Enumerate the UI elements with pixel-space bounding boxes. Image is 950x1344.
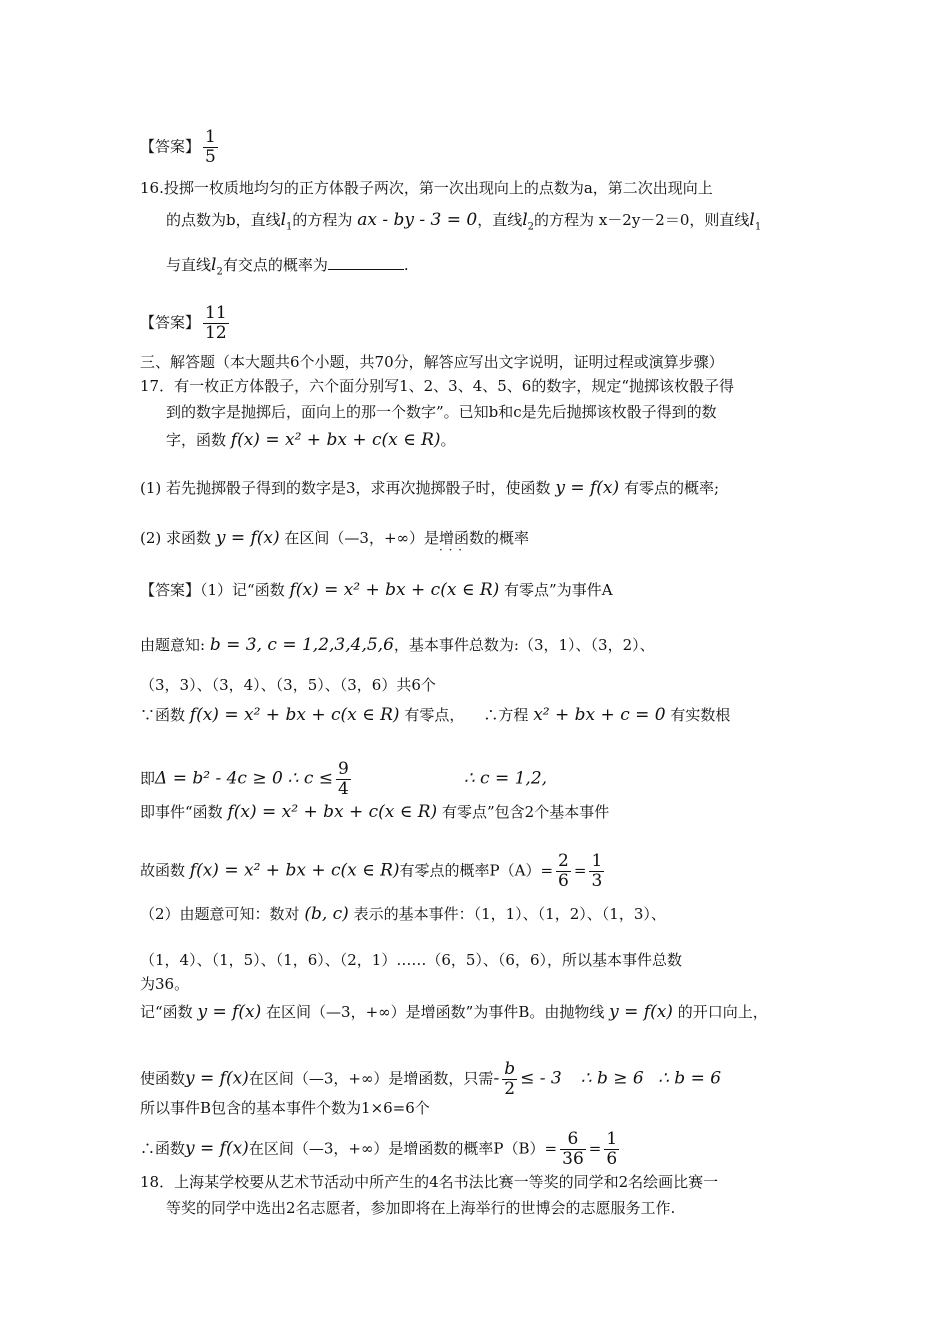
sol-line11: 记“函数 y = f(x) 在区间（—3，+∞）是增函数”为事件B。由抛物线 y = f(x) 的开口向上， xyxy=(140,1002,768,1022)
q18-line1: 18．上海某学校要从艺术节活动中所产生的4名书法比赛一等奖的同学和2名绘画比赛一 xyxy=(140,1173,719,1191)
fraction: $\frac{6}{36}$ xyxy=(562,1129,584,1169)
sol-line7: 故函数 f(x) = x² + bx + c(x ∈ R)有零点的概率P（A）= $\frac{2}{6}$ = $\frac{1}{3}$ xyxy=(140,851,603,891)
sol-line2: 由题意知: b = 3, c = 1,2,3,4,5,6，基本事件总数为:（3，1）、（3，2）、 xyxy=(140,635,655,655)
sol-line13: 所以事件B包含的基本事件个数为1×6=6个 xyxy=(140,1099,430,1117)
sol-line14: ∴函数y = f(x)在区间（—3，+∞）是增函数的概率P（B）= $\frac{6}{36}$ = $\frac{1}{6}$ xyxy=(140,1129,618,1169)
sol-line5: 即Δ = b² - 4c ≥ 0 ∴ c ≤ $\frac{9}{4}$ ∴ c = 1,2, xyxy=(140,759,548,799)
sol-line9: （1，4）、（1，5）、（1，6）、（2，1）……（6，5）、（6，6），所以基本事件总数 xyxy=(140,951,683,969)
sol-line6: 即事件“函数 f(x) = x² + bx + c(x ∈ R) 有零点”包含2个基本事件 xyxy=(140,802,610,822)
fraction: $\frac{11}{12}$ xyxy=(205,303,227,343)
q17-line3: 字，函数 f(x) = x² + bx + c(x ∈ R)。 xyxy=(166,430,456,450)
q16-line1: 16.投掷一枚质地均匀的正方体骰子两次，第一次出现向上的点数为a，第二次出现向上 xyxy=(140,179,713,197)
fraction: $\frac{1}{3}$ xyxy=(591,851,603,891)
sol-line8: （2）由题意可知：数对 (b, c) 表示的基本事件：（1，1）、（1，2）、（1，3）、 xyxy=(140,904,666,924)
q16-line3: 与直线$l_2$有交点的概率为 . xyxy=(166,255,409,278)
q16-line2: 的点数为b，直线$l_1$的方程为 ax - by - 3 = 0，直线$l_2$的方程为 x－2y－2＝0，则直线$l_1$ xyxy=(166,210,762,233)
q16-answer-line xyxy=(140,304,232,343)
sol-line4: ∵函数 f(x) = x² + bx + c(x ∈ R) 有零点， ∴方程 x² + bx + c = 0 有实数根 xyxy=(140,705,731,725)
fraction: $\frac{2}{6}$ xyxy=(558,851,569,891)
sol-line3: （3，3）、（3，4）、（3，5）、（3，6）共6个 xyxy=(140,676,436,694)
section-heading: 三、解答题（本大题共6个小题，共70分，解答应写出文字说明，证明过程或演算步骤） xyxy=(140,353,724,371)
q17-line1: 17．有一枚正方体骰子，六个面分别写1、2、3、4、5、6的数字，规定“抛掷该枚骰子得 xyxy=(140,377,735,395)
fraction: $\frac{1}{5}$ xyxy=(205,127,216,167)
answer-label: 【答案】 xyxy=(140,581,201,599)
fraction: $\frac{9}{4}$ xyxy=(337,759,349,799)
q17-part1: (1) 若先抛掷骰子得到的数字是3，求再次抛掷骰子时，使函数 y = f(x) 有零点的概率; xyxy=(140,478,719,498)
answer-label: 【答案】 xyxy=(140,137,201,156)
sol-line10: 为36。 xyxy=(140,975,190,993)
q18-line2: 等奖的同学中选出2名志愿者，参加即将在上海举行的世博会的志愿服务工作. xyxy=(166,1199,676,1217)
sol-line12: 使函数y = f(x)在区间（—3，+∞）是增函数，只需- $\frac{b}{2}$ ≤ - 3 ∴ b ≥ 6 ∴ b = 6 xyxy=(140,1059,722,1099)
fraction: $\frac{1}{6}$ xyxy=(606,1129,618,1169)
answer-label: 【答案】 xyxy=(140,313,201,332)
fraction: $\frac{b}{2}$ xyxy=(504,1059,516,1099)
sol-line1: 【答案】（1）记“函数 f(x) = x² + bx + c(x ∈ R) 有零点”为事件A xyxy=(140,580,613,600)
answer-blank xyxy=(328,255,404,270)
q17-part2: (2) 求函数 y = f(x) 在区间（—3，+∞）是增函数 · · ·的概率 xyxy=(140,528,529,548)
q17-line2: 到的数字是抛掷后，面向上的那一个数字”。已知b和c是先后抛掷该枚骰子得到的数 xyxy=(166,403,717,421)
prev-answer-line xyxy=(140,128,221,167)
